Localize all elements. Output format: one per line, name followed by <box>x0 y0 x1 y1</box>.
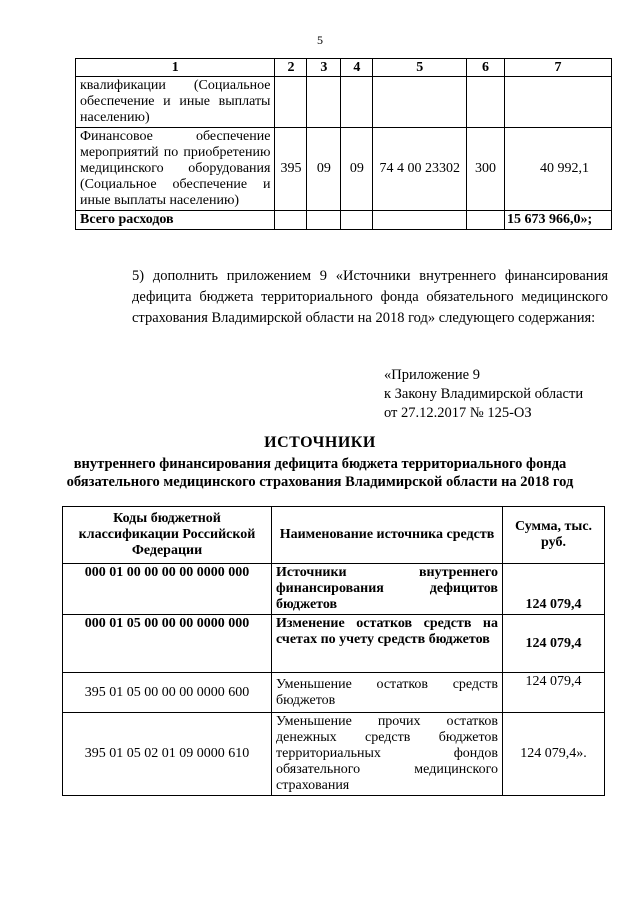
row-amount: 124 079,4 <box>503 564 605 615</box>
sources-table-header <box>63 507 605 564</box>
row-amount: 124 079,4 <box>503 673 605 713</box>
total-label: Всего расходов <box>76 211 275 230</box>
header-name: Наименование источника средств <box>272 507 503 564</box>
col-header: 6 <box>467 59 505 77</box>
row-name: Уменьшение прочих остатков денежных средств бюджетов территориальных фондов обязательного медицинского страхования <box>272 713 503 796</box>
cell <box>373 77 467 128</box>
table-row <box>76 77 612 128</box>
col-header: 5 <box>373 59 467 77</box>
page-number: 5 <box>317 33 323 47</box>
row-name: Уменьшение остатков средств бюджетов <box>272 673 503 713</box>
row-code: 395 01 05 00 00 00 0000 600 <box>63 673 272 713</box>
row-name: Финансовое обеспечение мероприятий по приобретению медицинского оборудования (Социальное обеспечение и иные выплаты населению) <box>76 128 275 211</box>
table-row <box>63 564 605 615</box>
paragraph-text: 5) дополнить приложением 9 «Источники внутреннего финансирования дефицита бюджета территориального фонда обязательного медицинского страхования Владимирской области на 2018 год» следующего содержания: <box>132 268 608 326</box>
cell <box>505 77 612 128</box>
appendix-line: от 27.12.2017 № 125-ОЗ <box>384 405 532 421</box>
appendix-line: к Закону Владимирской области <box>384 386 584 402</box>
document-subtitle: внутреннего финансирования дефицита бюджета территориального фонда <box>73 456 567 472</box>
col-header: 1 <box>76 59 275 77</box>
cell: 74 4 00 23302 <box>373 128 467 211</box>
sources-table <box>62 506 605 796</box>
amendment-paragraph <box>80 266 608 329</box>
appendix-reference <box>384 366 583 423</box>
row-code: 395 01 05 02 01 09 0000 610 <box>63 713 272 796</box>
row-name: квалификации (Социальное обеспечение и иные выплаты населению) <box>76 77 275 128</box>
table-row <box>76 128 612 211</box>
cell: 395 <box>275 128 307 211</box>
cell <box>467 77 505 128</box>
header-amount: Сумма, тыс. руб. <box>503 507 605 564</box>
cell <box>307 77 341 128</box>
row-amount: 124 079,4». <box>503 713 605 796</box>
row-code: 000 01 05 00 00 00 0000 000 <box>63 615 272 673</box>
row-code: 000 01 00 00 00 00 0000 000 <box>63 564 272 615</box>
document-title: ИСТОЧНИКИ <box>264 434 376 451</box>
cell <box>275 77 307 128</box>
table-row <box>63 615 605 673</box>
table-row <box>63 673 605 713</box>
cell: 40 992,1 <box>505 128 612 211</box>
total-value: 15 673 966,0»; <box>505 211 612 230</box>
cell <box>341 77 373 128</box>
appendix-line: «Приложение 9 <box>384 367 480 383</box>
document-subtitle: обязательного медицинского страхования Владимирской области на 2018 год <box>66 474 574 490</box>
table-row <box>63 713 605 796</box>
header-code: Коды бюджетной классификации Российской Федерации <box>63 507 272 564</box>
expense-table-header <box>76 59 612 77</box>
col-header: 4 <box>341 59 373 77</box>
cell: 300 <box>467 128 505 211</box>
expense-table <box>75 58 612 230</box>
col-header: 7 <box>505 59 612 77</box>
col-header: 2 <box>275 59 307 77</box>
row-name: Источники внутреннего финансирования дефицитов бюджетов <box>272 564 503 615</box>
cell: 09 <box>307 128 341 211</box>
row-amount: 124 079,4 <box>503 615 605 673</box>
total-row <box>76 211 612 230</box>
cell: 09 <box>341 128 373 211</box>
col-header: 3 <box>307 59 341 77</box>
row-name: Изменение остатков средств на счетах по учету средств бюджетов <box>272 615 503 673</box>
